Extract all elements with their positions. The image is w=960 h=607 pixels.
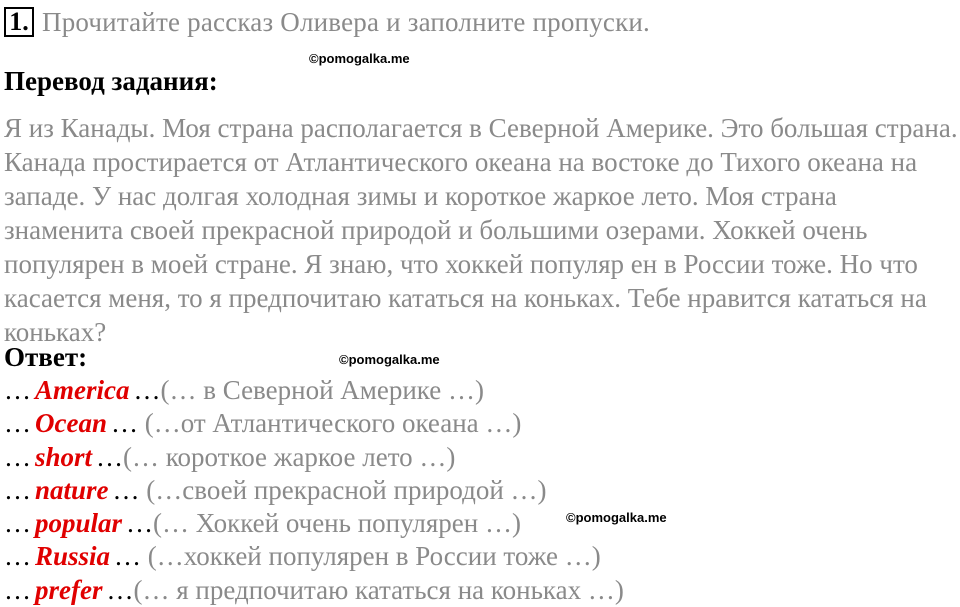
answer-word: popular bbox=[35, 508, 123, 539]
answer-context: (…хоккей популярен в России тоже …) bbox=[141, 541, 601, 572]
translation-heading: Перевод задания: bbox=[4, 66, 218, 96]
answer-word: Ocean bbox=[35, 408, 107, 439]
trailing-ellipsis: … bbox=[96, 441, 124, 472]
answer-word: short bbox=[35, 441, 93, 472]
trailing-ellipsis: … bbox=[106, 574, 134, 605]
answer-context: (… в Северной Америке …) bbox=[160, 375, 484, 405]
leading-ellipsis: … bbox=[4, 508, 31, 539]
leading-ellipsis: … bbox=[4, 474, 31, 505]
answer-context: (… я предпочитаю кататься на коньках …) bbox=[133, 574, 624, 605]
leading-ellipsis: … bbox=[4, 541, 31, 572]
answer-word: nature bbox=[35, 474, 109, 505]
answer-context: (… короткое жаркое лето …) bbox=[123, 441, 456, 472]
answer-word: Russia bbox=[35, 541, 111, 572]
trailing-ellipsis: … bbox=[126, 508, 154, 539]
answer-item bbox=[4, 507, 624, 540]
answer-item bbox=[4, 374, 624, 407]
trailing-ellipsis: … bbox=[112, 474, 140, 505]
watermark: ©pomogalka.me bbox=[309, 51, 410, 66]
leading-ellipsis: … bbox=[4, 375, 31, 405]
answer-heading: Ответ: bbox=[4, 342, 88, 372]
answer-word: America bbox=[35, 375, 130, 405]
trailing-ellipsis: … bbox=[110, 408, 138, 439]
answer-list bbox=[4, 374, 624, 607]
answer-context: (… Хоккей очень популярен …) bbox=[153, 508, 521, 539]
task-header bbox=[0, 4, 650, 40]
answer-context: (…своей прекрасной природой …) bbox=[139, 474, 547, 505]
answer-word: prefer bbox=[35, 574, 103, 605]
watermark: ©pomogalka.me bbox=[566, 510, 667, 525]
answer-context: (…от Атлантического океана …) bbox=[137, 408, 522, 439]
answer-item bbox=[4, 474, 624, 507]
leading-ellipsis: … bbox=[4, 441, 31, 472]
answer-item bbox=[4, 540, 624, 573]
leading-ellipsis: … bbox=[4, 574, 31, 605]
trailing-ellipsis: … bbox=[133, 375, 161, 405]
answer-item bbox=[4, 441, 624, 474]
task-number-box: 1. bbox=[4, 7, 34, 37]
task-instruction: Прочитайте рассказ Оливера и заполните пропуски. bbox=[42, 6, 651, 37]
answer-item bbox=[4, 407, 624, 440]
translation-text: Я из Канады. Моя страна располагается в Северной Америке. Это большая страна. Канада простирается от Атлантического океана на востоке до Тихого океана на западе. У нас долгая холодная зимы и короткое жаркое лето. Моя страна знаменита своей прекрасной природой и большими озерами. Хоккей очень популярен в моей стране. Я знаю, что хоккей популяр ен в России тоже. Но что касается меня, то я предпочитаю кататься на коньках. Тебе нравится кататься на коньках? bbox=[4, 113, 958, 347]
leading-ellipsis: … bbox=[4, 408, 31, 439]
trailing-ellipsis: … bbox=[114, 541, 142, 572]
watermark: ©pomogalka.me bbox=[339, 352, 440, 367]
answer-item bbox=[4, 574, 624, 607]
